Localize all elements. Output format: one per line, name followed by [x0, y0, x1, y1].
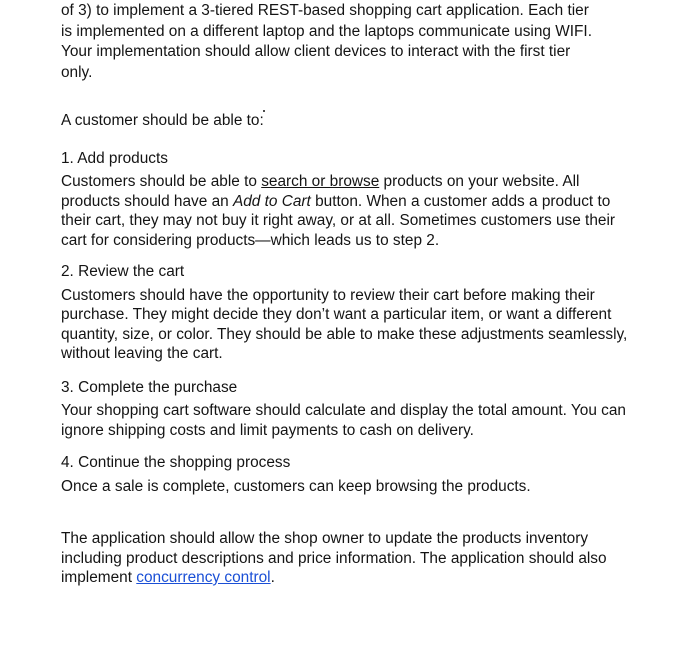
- intro-line-3: Your implementation should allow client devices to interact with the first tier: [61, 43, 571, 60]
- section-continue-shopping: [61, 453, 641, 496]
- concurrency-control-link[interactable]: concurrency control: [136, 569, 271, 586]
- intro-line-1: of 3) to implement a 3-tiered REST-based shopping cart application. Each tier: [61, 2, 589, 19]
- section-add-products: [61, 149, 641, 251]
- closing-text: The application should allow the shop owner to update the products inventory including product descriptions and price information. The application should also implement: [61, 530, 607, 586]
- section-body: Customers should have the opportunity to review their cart before making their purchase. They might decide they don’t want a particular item, or want a different quantity, size, or color. They should be able to make these adjustments seamlessly, without leaving the cart.: [61, 286, 628, 362]
- search-or-browse-link[interactable]: search or browse: [261, 173, 380, 190]
- closing-paragraph: [61, 529, 641, 588]
- intro-paragraph: [61, 1, 641, 83]
- section-title: 4. Continue the shopping process: [61, 454, 291, 471]
- section-body: Your shopping cart software should calculate and display the total amount. You can ignore shipping costs and limit payments to cash on delivery.: [61, 402, 626, 439]
- customer-line-text: A customer should be able to: [61, 112, 260, 129]
- section-review-cart: [61, 262, 641, 364]
- intro-line-4: only.: [61, 63, 93, 81]
- section-title: 1. Add products: [61, 149, 168, 167]
- body-prefix: Customers should be able to: [61, 173, 262, 190]
- closing-end: .: [270, 569, 275, 586]
- intro-line-2: is implemented on a different laptop and the laptops communicate using WIFI.: [61, 22, 592, 40]
- section-complete-purchase: [61, 378, 641, 441]
- add-to-cart-term: Add to Cart: [232, 192, 311, 210]
- customer-line-colon: :: [259, 112, 264, 129]
- section-title: 3. Complete the purchase: [61, 378, 238, 396]
- section-body: [61, 172, 641, 250]
- customer-capabilities-heading: [61, 111, 641, 132]
- body-mid: products on your website. All products should have an: [61, 173, 580, 210]
- body-rest: button. When a customer adds a product to their cart, they may not buy it right away, or at all. Sometimes customers use their cart for considering products—which leads us to step 2.: [61, 192, 615, 249]
- section-title: 2. Review the cart: [61, 263, 185, 280]
- section-body: Once a sale is complete, customers can keep browsing the products.: [61, 477, 531, 495]
- document-page: [61, 0, 641, 588]
